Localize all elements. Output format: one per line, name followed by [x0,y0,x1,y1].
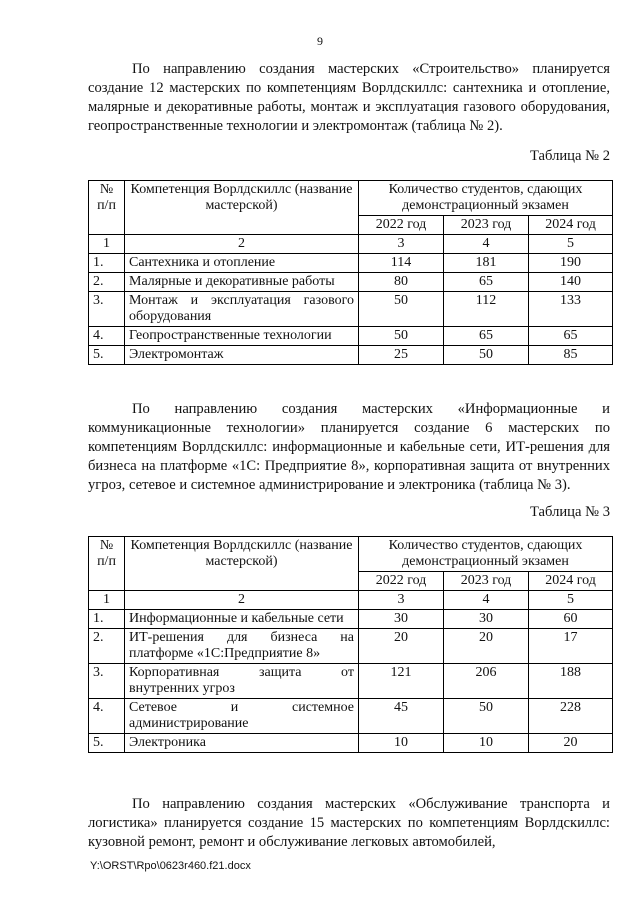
value-2022: 121 [359,664,444,699]
value-2024: 85 [529,346,613,365]
value-2024: 190 [529,254,613,273]
header-year-2024: 2024 год [529,216,613,235]
table-row [89,734,613,753]
value-2023: 50 [444,346,529,365]
value-2023: 50 [444,699,529,734]
competence-name: Монтаж и эксплуатация газового оборудования [125,292,359,327]
paragraph-ict-text: По направлению создания мастерских «Информационные и коммуникационные технологии» планируется создание 6 мастерских по компетенциям Ворлдскиллс: информационные и кабельные сети, ИТ-решения для бизнеса на платформе «1С: Предприятие 8», корпоративная защита от внутренних угроз, сетевое и системное администрирование и электроника (таблица № 3). [88,401,610,493]
table-row [89,292,613,327]
paragraph-transport [88,795,610,852]
colnum: 1 [89,235,125,254]
table-row [89,629,613,664]
colnum: 3 [359,591,444,610]
row-number: 2. [89,629,125,664]
colnum: 4 [444,235,529,254]
row-number: 4. [89,327,125,346]
header-num: № п/п [89,537,125,591]
table-row [89,273,613,292]
table-construction-workshops [88,180,613,365]
value-2022: 80 [359,273,444,292]
row-number: 4. [89,699,125,734]
value-2023: 30 [444,610,529,629]
row-number: 3. [89,664,125,699]
value-2024: 228 [529,699,613,734]
value-2024: 65 [529,327,613,346]
value-2022: 45 [359,699,444,734]
colnum: 5 [529,235,613,254]
competence-name: Геопространственные технологии [125,327,359,346]
colnum: 1 [89,591,125,610]
colnum: 2 [125,591,359,610]
table-row [89,346,613,365]
header-year-2022: 2022 год [359,216,444,235]
value-2023: 10 [444,734,529,753]
table-ict-workshops [88,536,613,753]
paragraph-construction-text: По направлению создания мастерских «Строительство» планируется создание 12 мастерских по компетенциям Ворлдскиллс: сантехника и отопление, малярные и декоративные работы, монтаж и эксплуатация газового оборудования, геопространственные технологии и электромонтаж (таблица № 2). [88,61,610,134]
row-number: 5. [89,346,125,365]
table2-caption: Таблица № 2 [530,148,610,164]
colnum: 3 [359,235,444,254]
value-2024: 17 [529,629,613,664]
value-2022: 10 [359,734,444,753]
table-row [89,699,613,734]
header-year-2023: 2023 год [444,216,529,235]
colnum: 4 [444,591,529,610]
competence-name: Корпоративная защита от внутренних угроз [125,664,359,699]
header-year-2022: 2022 год [359,572,444,591]
value-2024: 188 [529,664,613,699]
value-2023: 181 [444,254,529,273]
file-path-footer: Y:\ORST\Rpo\0623r460.f21.docx [90,860,251,872]
header-students: Количество студентов, сдающих демонстрационный экзамен [359,181,613,216]
value-2024: 20 [529,734,613,753]
value-2022: 50 [359,327,444,346]
header-competence: Компетенция Ворлдскиллс (название мастерской) [125,181,359,235]
competence-name: ИТ-решения для бизнеса на платформе «1С:Предприятие 8» [125,629,359,664]
value-2022: 20 [359,629,444,664]
table-row [89,664,613,699]
colnum: 5 [529,591,613,610]
value-2023: 65 [444,273,529,292]
colnum: 2 [125,235,359,254]
value-2023: 206 [444,664,529,699]
paragraph-transport-text: По направлению создания мастерских «Обслуживание транспорта и логистика» планируется создание 15 мастерских по компетенциям Ворлдскиллс: кузовной ремонт, ремонт и обслуживание легковых автомобилей, [88,796,610,850]
value-2023: 65 [444,327,529,346]
table-row [89,254,613,273]
header-year-2024: 2024 год [529,572,613,591]
value-2024: 133 [529,292,613,327]
row-number: 5. [89,734,125,753]
column-number-row [89,235,613,254]
row-number: 1. [89,610,125,629]
page-number: 9 [317,34,323,48]
header-year-2023: 2023 год [444,572,529,591]
value-2023: 112 [444,292,529,327]
value-2024: 60 [529,610,613,629]
competence-name: Сантехника и отопление [125,254,359,273]
value-2022: 114 [359,254,444,273]
competence-name: Электромонтаж [125,346,359,365]
header-students: Количество студентов, сдающих демонстрационный экзамен [359,537,613,572]
table3-caption: Таблица № 3 [530,504,610,520]
header-competence: Компетенция Ворлдскиллс (название мастерской) [125,537,359,591]
competence-name: Информационные и кабельные сети [125,610,359,629]
column-number-row [89,591,613,610]
table-row [89,327,613,346]
table-row [89,610,613,629]
competence-name: Сетевое и системное администрирование [125,699,359,734]
header-num: № п/п [89,181,125,235]
value-2023: 20 [444,629,529,664]
paragraph-ict [88,400,610,495]
competence-name: Электроника [125,734,359,753]
paragraph-construction [88,60,610,136]
row-number: 3. [89,292,125,327]
value-2022: 30 [359,610,444,629]
value-2022: 25 [359,346,444,365]
value-2024: 140 [529,273,613,292]
row-number: 2. [89,273,125,292]
row-number: 1. [89,254,125,273]
competence-name: Малярные и декоративные работы [125,273,359,292]
value-2022: 50 [359,292,444,327]
